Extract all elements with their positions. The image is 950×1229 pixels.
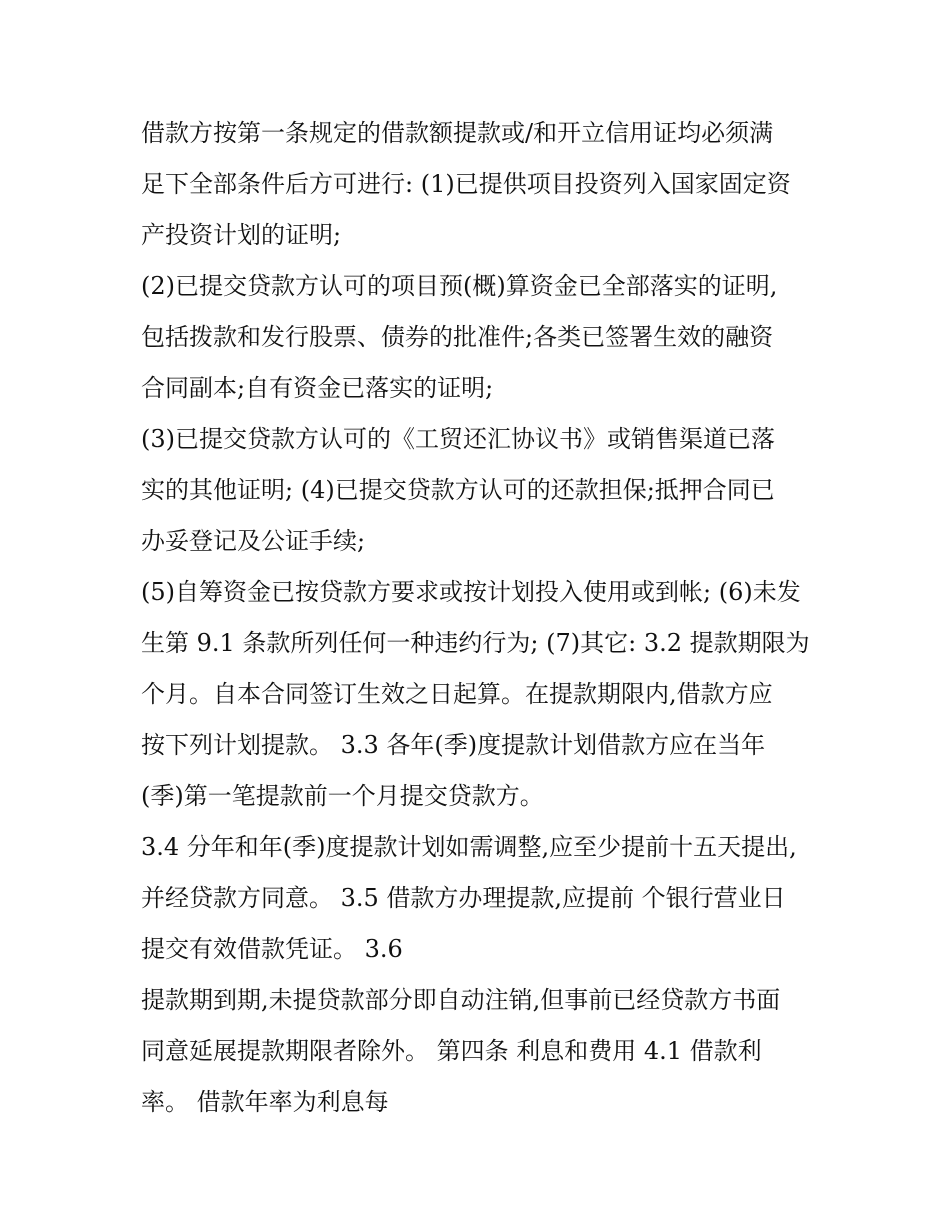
text-line: 办妥登记及公证手续; (141, 527, 366, 555)
text-line: 并经贷款方同意。 3.5 借款方办理提款,应提前 个银行营业日 (141, 884, 786, 912)
text-line: 生第 9.1 条款所列任何一种违约行为; (7)其它: 3.2 提款期限为 (141, 629, 810, 657)
text-line: 包括拨款和发行股票、债券的批准件;各类已签署生效的融资 (141, 323, 774, 351)
text-line: 率。 借款年率为利息每 (141, 1088, 389, 1116)
document-body (141, 108, 821, 1128)
text-line: 同意延展提款期限者除外。 第四条 利息和费用 4.1 借款利 (141, 1037, 762, 1065)
text-line: 提交有效借款凭证。 3.6 (141, 935, 403, 963)
text-line: (季)第一笔提款前一个月提交贷款方。 (141, 782, 544, 810)
text-line: 提款期到期,未提贷款部分即自动注销,但事前已经贷款方书面 (141, 986, 781, 1014)
text-line: (3)已提交贷款方认可的《工贸还汇协议书》或销售渠道已落 (141, 425, 775, 453)
text-line: 借款方按第一条规定的借款额提款或/和开立信用证均必须满 (141, 119, 774, 147)
text-line: 足下全部条件后方可进行: (1)已提供项目投资列入国家固定资 (141, 170, 791, 198)
text-line: 3.4 分年和年(季)度提款计划如需调整,应至少提前十五天提出, (141, 833, 797, 861)
text-line: (5)自筹资金已按贷款方要求或按计划投入使用或到帐; (6)未发 (141, 578, 801, 606)
text-line: 个月。自本合同签订生效之日起算。在提款期限内,借款方应 (141, 680, 773, 708)
text-line: 产投资计划的证明; (141, 221, 342, 249)
text-line: (2)已提交贷款方认可的项目预(概)算资金已全部落实的证明, (141, 272, 778, 300)
text-line: 按下列计划提款。 3.3 各年(季)度提款计划借款方应在当年 (141, 731, 766, 759)
text-line: 合同副本;自有资金已落实的证明; (141, 374, 494, 402)
text-line: 实的其他证明; (4)已提交贷款方认可的还款担保;抵押合同已 (141, 476, 775, 504)
